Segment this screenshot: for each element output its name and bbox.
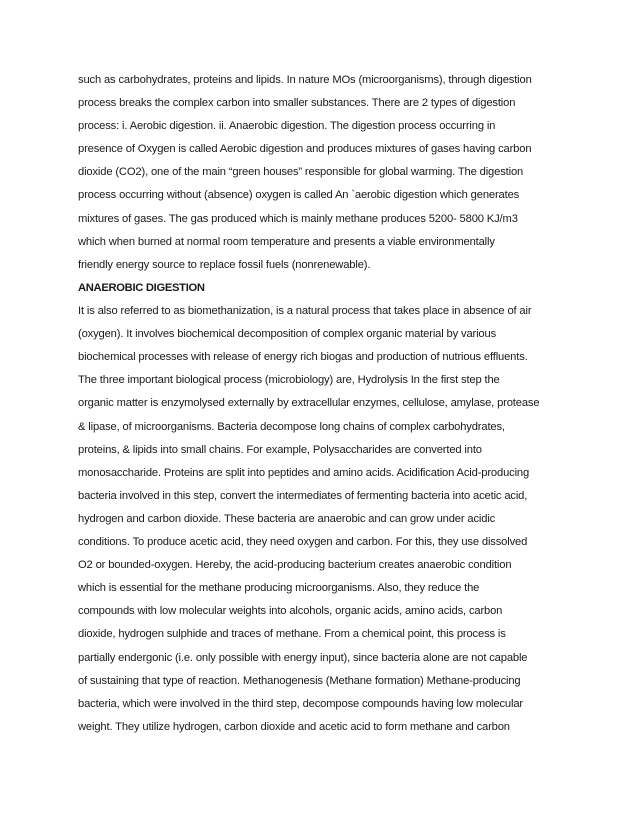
paragraph-line: The three important biological process (microbiology) are, Hydrolysis In the first step the <box>78 374 500 387</box>
paragraph-line: biochemical processes with release of energy rich biogas and production of nutrious effluents. <box>78 351 528 364</box>
paragraph-line: bacteria involved in this step, convert the intermediates of fermenting bacteria into acetic acid, <box>78 489 528 502</box>
paragraph-line: & lipase, of microorganisms. Bacteria decompose long chains of complex carbohydrates, <box>78 420 505 433</box>
paragraph-line: conditions. To produce acetic acid, they need oxygen and carbon. For this, they use dissolved <box>78 536 528 549</box>
intro-paragraph <box>78 69 566 277</box>
paragraph-line: dioxide, hydrogen sulphide and traces of methane. From a chemical point, this process is <box>78 628 506 641</box>
paragraph-line: hydrogen and carbon dioxide. These bacteria are anaerobic and can grow under acidic <box>78 512 496 525</box>
paragraph-line: bacteria, which were involved in the third step, decompose compounds having low molecular <box>78 697 523 710</box>
paragraph-line: friendly energy source to replace fossil fuels (nonrenewable). <box>78 258 371 271</box>
paragraph-line: It is also referred to as biomethanization, is a natural process that takes place in absence of air <box>78 305 532 318</box>
paragraph-line: such as carbohydrates, proteins and lipids. In nature MOs (microorganisms), through digestion <box>78 74 532 86</box>
anaerobic-digestion-section <box>78 277 566 739</box>
paragraph-line: process: i. Aerobic digestion. ii. Anaerobic digestion. The digestion process occurring in <box>78 120 496 133</box>
paragraph-line: organic matter is enzymolysed externally by extracellular enzymes, cellulose, amylase, protease <box>78 397 540 410</box>
paragraph-line: O2 or bounded-oxygen. Hereby, the acid-producing bacterium creates anaerobic condition <box>78 559 512 572</box>
paragraph-line: process breaks the complex carbon into smaller substances. There are 2 types of digestion <box>78 97 516 110</box>
paragraph-line: mixtures of gases. The gas produced which is mainly methane produces 5200- 5800 KJ/m3 <box>78 212 518 225</box>
paragraph-line: of sustaining that type of reaction. Methanogenesis (Methane formation) Methane-producing <box>78 674 521 687</box>
paragraph-line: process occurring without (absence) oxygen is called An `aerobic digestion which generates <box>78 189 520 202</box>
section-heading: ANAEROBIC DIGESTION <box>78 282 205 294</box>
paragraph-line: proteins, & lipids into small chains. For example, Polysaccharides are converted into <box>78 443 482 456</box>
paragraph-line: weight. They utilize hydrogen, carbon dioxide and acetic acid to form methane and carbon <box>78 720 510 733</box>
paragraph-line: (oxygen). It involves biochemical decomposition of complex organic material by various <box>78 328 497 341</box>
paragraph-line: presence of Oxygen is called Aerobic digestion and produces mixtures of gases having carbon <box>78 143 532 156</box>
paragraph-line: which is essential for the methane producing microorganisms. Also, they reduce the <box>78 582 480 595</box>
paragraph-line: monosaccharide. Proteins are split into peptides and amino acids. Acidification Acid-producing <box>78 466 530 479</box>
paragraph-line: which when burned at normal room temperature and presents a viable environmentally <box>78 235 495 248</box>
paragraph-line: partially endergonic (i.e. only possible with energy input), since bacteria alone are not capable <box>78 651 528 664</box>
paragraph-line: dioxide (CO2), one of the main “green houses” responsible for global warming. The digestion <box>78 166 524 179</box>
paragraph-line: compounds with low molecular weights into alcohols, organic acids, amino acids, carbon <box>78 605 503 618</box>
